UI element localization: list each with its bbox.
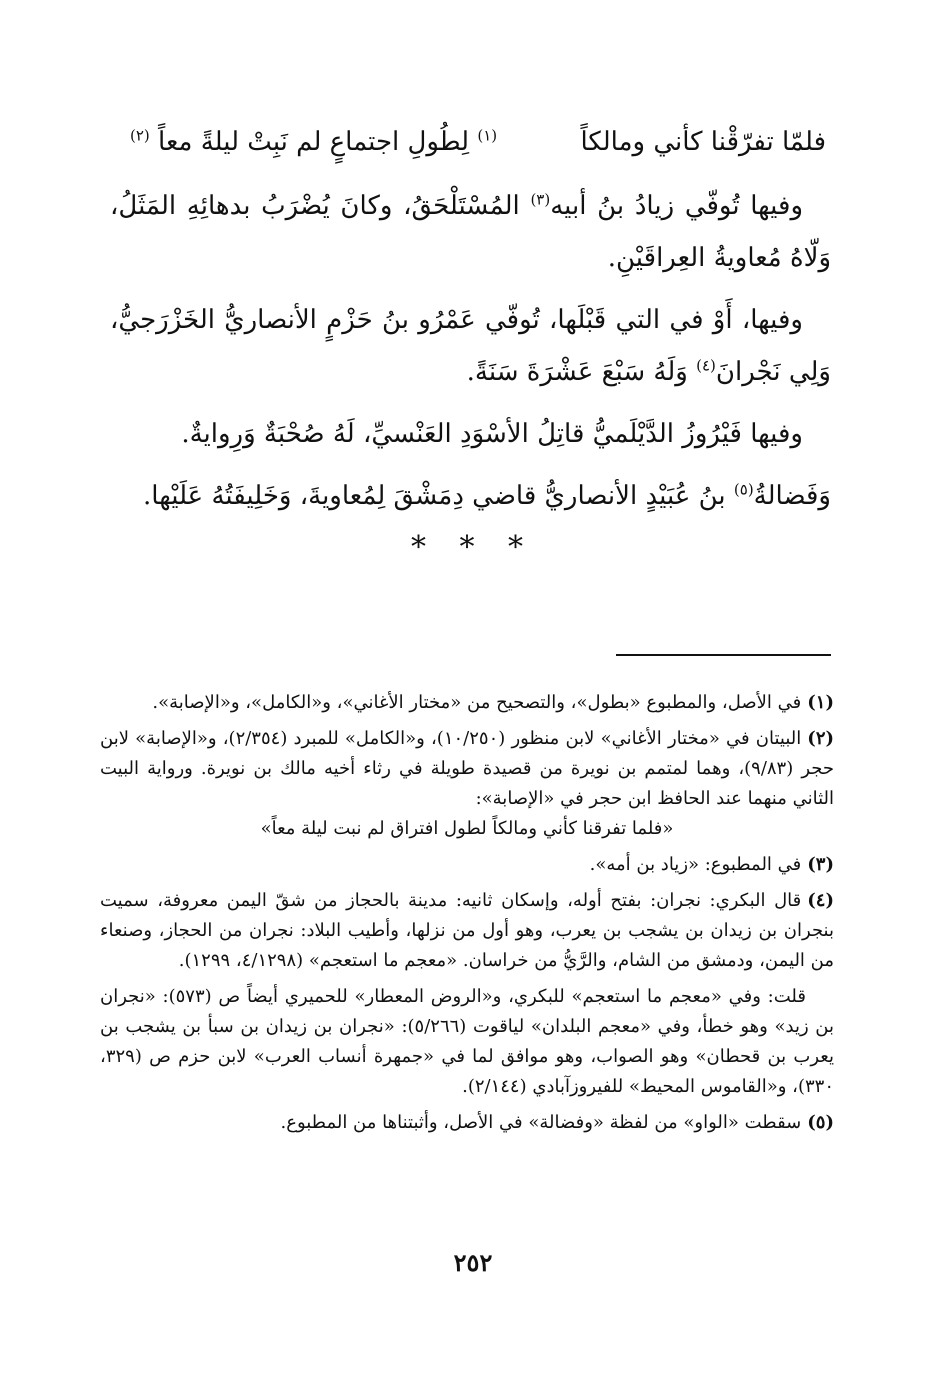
section-separator: * * * <box>410 530 536 565</box>
footnote-ref-5[interactable]: (٥) <box>733 480 754 499</box>
footnote-3: (٣)في المطبوع: «زياد بن أمه». <box>589 854 834 875</box>
footnote-1: (١)في الأصل، والمطبوع «بطول»، والتصحيح من «مختار الأغاني»، و«الكامل»، و«الإصابة». <box>152 692 834 713</box>
paragraph-fadala: وَفَضالةُ$^{(٥)}$ بنُ عُبَيْدٍ الأنصاريُّ قاضي دِمَشْقَ لِمُعاويةَ، وَخَلِيفَتُهُ عَلَيْها. <box>143 480 831 511</box>
paragraph-ziyad: وفيها تُوفّي زيادُ بنُ أبيه$^{(٣)}$ المُسْتَلْحَقُ، وكانَ يُضْرَبُ بدهائِهِ المَثَلُ، وَلّاهُ مُعاويةُ العِراقَيْنِ. <box>110 190 831 273</box>
footnote-number: (٢) <box>807 728 835 749</box>
main-text <box>110 180 831 532</box>
footnote-number: (٥) <box>807 1112 834 1133</box>
poem-hemistich-second: $^{(١)}$ لِطُولِ اجتماعٍ لم نَبِتْ ليلةً معاً $^{(٢)}$ <box>130 126 498 157</box>
footnote-4: (٤)قال البكري: نجران: بفتح أوله، وإسكان ثانيه: مدينة بالحجاز من شقّ اليمن معروفة، سميت بنجران بن زيدان بن يشجب بن يعرب، وهو أول من نزلها، وأطيب البلاد: نجران من الحجاز، وصنعاء من اليمن، ودمشق من الشام، والرَّيُّ من خراسان. «معجم ما استعجم» (٤/١٢٩٨، ١٢٩٩). قلت: وفي «معجم ما استعجم» للبكري، و«الروض المعطار» للحميري أيضاً ص (٥٧٣): «نجران بن زيد» وهو خطأ، وفي «معجم البلدان» لياقوت (٥/٢٦٦): «نجران بن زيدان بن سبأ بن يشجب بن يعرب بن قحطان» وهو الصواب، وهو موافق لما في «جمهرة أنساب العرب» لابن حزم ص (٣٢٩، ٣٣٠)، و«القاموس المحيط» للفيروزآبادي (٢/١٤٤). <box>100 886 834 1102</box>
footnote-number: (١) <box>807 692 834 713</box>
footnote-5: (٥)سقطت «الواو» من لفظة «وفضالة» في الأصل، وأثبتناها من المطبوع. <box>280 1112 834 1133</box>
footnote-2: (٢)البيتان في «مختار الأغاني» لابن منظور (١٠/٢٥٠)، و«الكامل» للمبرد (٢/٣٥٤)، و«الإصابة» لابن حجر (٩/٨٣)، وهما لمتمم بن نويرة من قصيدة طويلة في رثاء أخيه مالك بن نويرة. ورواية البيت الثاني منهما عند الحافظ ابن حجر في «الإصابة»: «فلما تفرقنا كأني ومالكاً لطول افتراق لم نبت ليلة معاً» <box>100 724 834 844</box>
footnote-verse: «فلما تفرقنا كأني ومالكاً لطول افتراق لم نبت ليلة معاً» <box>260 818 674 839</box>
footnote-number: (٤) <box>807 890 834 911</box>
footnote-ref-2[interactable]: (٢) <box>130 126 150 145</box>
footnote-ref-3[interactable]: (٣) <box>530 190 551 209</box>
page-number: ٢٥٢ <box>453 1248 493 1277</box>
footnote-rule <box>616 654 831 656</box>
poem-hemistich-first: فلمّا تفرّقْنا كأني ومالكاً <box>580 127 826 157</box>
footnote-4-comment: قلت: وفي «معجم ما استعجم» للبكري، و«الروض المعطار» للحميري أيضاً ص (٥٧٣): «نجران بن زيد» وهو خطأ، وفي «معجم البلدان» لياقوت (٥/٢٦٦): «نجران بن زيدان بن سبأ بن يشجب بن يعرب بن قحطان» وهو الصواب، وهو موافق لما في «جمهرة أنساب العرب» لابن حزم ص (٣٢٩، ٣٣٠)، و«القاموس المحيط» للفيروزآبادي (٢/١٤٤). <box>100 986 834 1097</box>
footnote-number: (٣) <box>807 854 834 875</box>
poem-verse <box>130 122 826 162</box>
footnote-ref-4[interactable]: (٤) <box>696 356 716 375</box>
paragraph-fayruz: وفيها فَيْرُوزُ الدَّيْلَميُّ قاتِلُ الأسْوَدِ العَنْسيِّ، لَهُ صُحْبَةٌ وَرِوايةٌ. <box>181 419 803 449</box>
footnote-ref-1[interactable]: (١) <box>477 126 498 145</box>
paragraph-amr: وفيها، أَوْ في التي قَبْلَها، تُوفّي عَمْرُو بنُ حَزْمٍ الأنصاريُّ الخَزْرَجيُّ، وَلِي نَجْرانَ$^{(٤)}$ وَلَهُ سَبْعَ عَشْرَةَ سَنَةً. <box>110 305 831 387</box>
footnotes <box>100 688 834 1144</box>
